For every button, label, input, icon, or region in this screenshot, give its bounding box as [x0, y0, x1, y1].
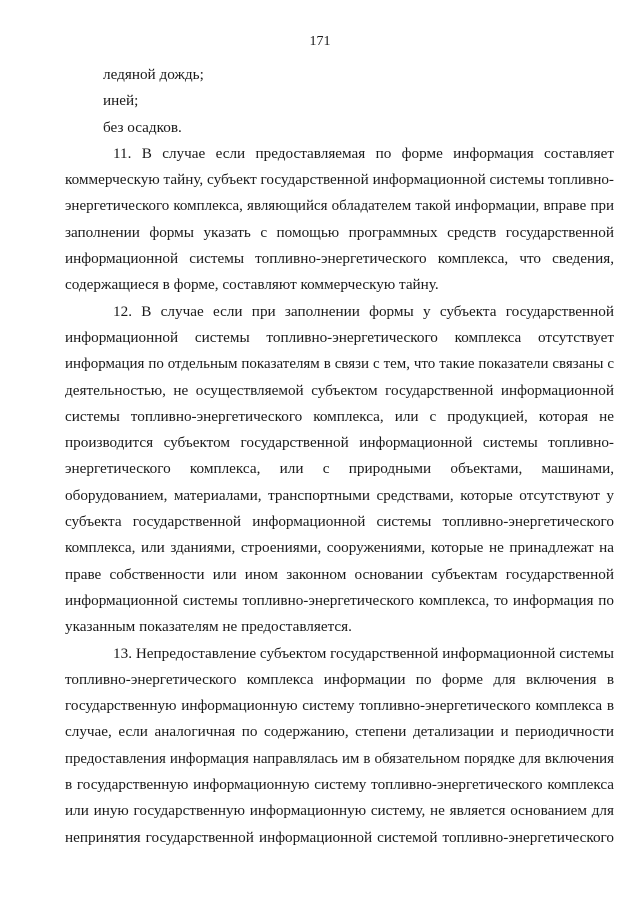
- text-line: непринятия государственной информационной системой топливно-энергетического: [65, 828, 614, 846]
- text-line: оборудованием, материалами, транспортными средствами, которые отсутствуют у: [65, 486, 614, 504]
- text-line: информационной системы топливно-энергетического комплекса, что сведения,: [65, 250, 614, 268]
- text-line: энергетического комплекса, являющийся обладателем такой информации, вправе при: [65, 198, 614, 215]
- text-line: деятельностью, не осуществляемой субъектом государственной информационной: [65, 381, 614, 399]
- text-line: информационной системы топливно-энергетического комплекса, то информация по: [65, 591, 614, 609]
- text-line: государственную информационную систему топливно-энергетического комплекса в: [65, 697, 614, 715]
- text-line: предоставления информация направлялась им в обязательном порядке для включения: [65, 750, 614, 767]
- text-line: информационной системы топливно-энергетического комплекса отсутствует: [65, 328, 614, 346]
- text-line: топливно-энергетического комплекса информации по форме для включения в: [65, 670, 614, 688]
- text-line: энергетического комплекса, или с природными объектами, машинами,: [65, 460, 614, 478]
- text-line: содержащиеся в форме, составляют коммерческую тайну.: [65, 276, 439, 294]
- text-line: указанным показателям не предоставляется.: [65, 618, 352, 636]
- text-line: праве собственности или ином законном основании субъектам государственной: [65, 565, 614, 583]
- text-line: коммерческую тайну, субъект государственной информационной системы топливно-: [65, 171, 614, 189]
- paragraph-11-start: 11. В случае если предоставляемая по форме информация составляет: [113, 144, 614, 162]
- text-line: ледяной дождь;: [103, 66, 204, 83]
- text-line: производится субъектом государственной информационной системы топливно-: [65, 434, 614, 452]
- paragraph-12-start: 12. В случае если при заполнении формы у субъекта государственной: [113, 302, 614, 320]
- text-line: или иную государственную информационную систему, не является основанием для: [65, 802, 614, 820]
- text-line: без осадков.: [103, 118, 182, 136]
- text-line: случае, если аналогичная по содержанию, степени детализации и периодичности: [65, 723, 614, 741]
- text-line: в государственную информационную систему топливно-энергетического комплекса: [65, 776, 614, 794]
- text-line: субъекта государственной информационной системы топливно-энергетического: [65, 513, 614, 531]
- paragraph-13-start: 13. Непредоставление субъектом государственной информационной системы: [113, 644, 614, 662]
- text-line: системы топливно-энергетического комплекса, или с продукцией, которая не: [65, 407, 614, 425]
- body-text: [65, 62, 614, 851]
- text-line: комплекса, или зданиями, строениями, сооружениями, которые не принадлежат на: [65, 539, 614, 557]
- text-line: заполнении формы указать с помощью программных средств государственной: [65, 223, 614, 241]
- text-line: иней;: [103, 92, 139, 110]
- page-number: 171: [309, 34, 331, 49]
- text-line: информация по отдельным показателям в связи с тем, что такие показатели связаны с: [65, 356, 614, 373]
